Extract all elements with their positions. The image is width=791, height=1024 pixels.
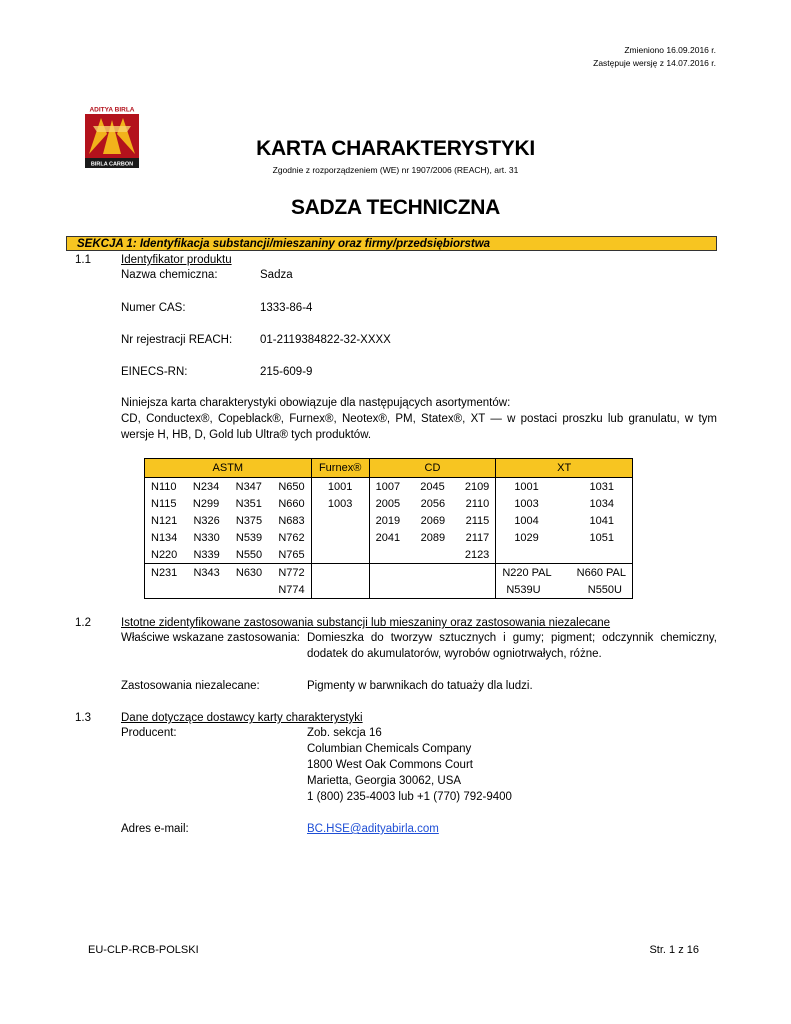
table-cell	[311, 581, 369, 599]
table-cell: 2123	[464, 548, 490, 561]
email-label: Adres e-mail:	[121, 823, 189, 835]
producer-line: 1800 West Oak Commons Court	[307, 759, 473, 771]
table-cell: 2115	[465, 514, 490, 527]
table-cell	[311, 512, 369, 529]
table-cell: 1001	[311, 478, 369, 496]
table-cell: N343	[193, 566, 220, 579]
table-cell: N650	[278, 480, 305, 493]
cas-value: 1333-86-4	[260, 302, 313, 314]
table-cell: 1051	[589, 531, 614, 544]
producer-line: Columbian Chemicals Company	[307, 743, 472, 755]
uses-advised-against-label: Zastosowania niezalecane:	[121, 680, 260, 692]
section-1-heading: SEKCJA 1: Identyfikacja substancji/mieszaniny oraz firmy/przedsiębiorstwa	[66, 236, 717, 251]
table-cell: N115	[151, 497, 177, 510]
table-row	[145, 564, 633, 582]
producer-line: Zob. sekcja 16	[307, 727, 382, 739]
table-cell: N347	[235, 480, 262, 493]
producer-line: Marietta, Georgia 30062, USA	[307, 775, 462, 787]
table-cell: N110	[151, 480, 177, 493]
table-cell: 1003	[311, 495, 369, 512]
table-cell: 2019	[375, 514, 401, 527]
table-cell: 2045	[420, 480, 445, 493]
table-cell: N220 PAL	[502, 566, 552, 579]
table-header-row	[145, 459, 633, 478]
email-link[interactable]: BC.HSE@adityabirla.com	[307, 823, 439, 835]
table-cell	[311, 546, 369, 564]
table-cell: 2089	[420, 531, 446, 544]
table-cell: 2056	[420, 497, 446, 510]
table-cell: 1034	[589, 497, 614, 510]
intended-uses-label: Właściwe wskazane zastosowania:	[121, 632, 300, 644]
header-astm: ASTM	[145, 459, 312, 478]
subsection-1-1-title: Identyfikator produktu	[121, 254, 232, 266]
uses-advised-against-value: Pigmenty w barwnikach do tatuaży dla ludzi.	[307, 680, 533, 692]
document-code: EU-CLP-RCB-POLSKI	[88, 944, 199, 956]
table-cell: N234	[192, 480, 220, 493]
table-cell: N660 PAL	[576, 566, 626, 579]
subsection-1-2-title: Istotne zidentyfikowane zastosowania substancji lub mieszaniny oraz zastosowania niezalecane	[121, 617, 611, 629]
table-cell: N121	[151, 514, 178, 527]
reach-label: Nr rejestracji REACH:	[121, 334, 233, 346]
subsection-1-2-number: 1.2	[75, 617, 91, 629]
table-cell: N539U	[506, 583, 541, 596]
replaces-version: Zastępuje wersję z 14.07.2016 r.	[593, 58, 716, 68]
chemical-name-value: Sadza	[260, 269, 293, 281]
table-cell: N774	[278, 583, 305, 596]
table-cell: N772	[278, 566, 305, 579]
intended-uses-value: Domieszka do tworzyw sztucznych i gumy; pigment; odczynnik chemiczny, dodatek do akumulatorów, wyrobów ogniotrwałych, różne.	[307, 632, 717, 660]
einecs-label: EINECS-RN:	[121, 366, 188, 378]
header-xt: XT	[496, 459, 633, 478]
header-cd: CD	[369, 459, 496, 478]
revision-date: Zmieniono 16.09.2016 r.	[624, 45, 716, 55]
regulation-subtitle: Zgodnie z rozporządzeniem (WE) nr 1907/2006 (REACH), art. 31	[272, 165, 519, 175]
page-number: Str. 1 z 16	[649, 944, 699, 956]
table-cell: N330	[193, 531, 220, 544]
table-cell: N134	[151, 531, 178, 544]
subsection-1-1-number: 1.1	[75, 254, 91, 266]
table-cell: N351	[235, 497, 262, 510]
table-cell: N339	[193, 548, 220, 561]
producer-label: Producent:	[121, 727, 177, 739]
logo-top-text: ADITYA BIRLA	[89, 106, 135, 114]
grades-intro-line1: Niniejsza karta charakterystyki obowiązuje dla następujących asortymentów:	[121, 397, 511, 409]
table-cell: 1001	[514, 480, 539, 493]
table-cell: N550U	[587, 583, 622, 596]
table-cell: N231	[151, 566, 178, 579]
table-cell: 2110	[465, 497, 490, 510]
table-cell: N539	[235, 531, 263, 544]
table-cell: N683	[278, 514, 305, 527]
product-name: SADZA TECHNICZNA	[290, 196, 501, 219]
table-cell: N299	[192, 497, 220, 510]
table-cell	[311, 564, 369, 582]
table-cell	[311, 529, 369, 546]
table-row	[145, 546, 633, 564]
table-cell: N550	[235, 548, 263, 561]
table-cell: N762	[278, 531, 305, 544]
header-furnex: Furnex®	[311, 459, 369, 478]
product-grades-table	[144, 458, 633, 599]
einecs-value: 215-609-9	[260, 366, 313, 378]
table-cell: 1003	[514, 497, 539, 510]
table-cell: 1041	[589, 514, 614, 527]
table-cell: 2069	[420, 514, 446, 527]
producer-phone: 1 (800) 235-4003 lub +1 (770) 792-9400	[307, 791, 512, 803]
table-cell: N326	[193, 514, 220, 527]
subsection-1-3-number: 1.3	[75, 712, 91, 724]
table-cell: 2117	[465, 531, 490, 544]
document-title: KARTA CHARAKTERYSTYKI	[256, 137, 535, 160]
table-row	[145, 478, 633, 496]
table-cell: N630	[235, 566, 263, 579]
subsection-1-3-title: Dane dotyczące dostawcy karty charakterystyki	[121, 712, 363, 724]
table-cell: N220	[151, 548, 178, 561]
table-cell: 1007	[375, 480, 401, 493]
grades-intro-line2: CD, Conductex®, Copeblack®, Furnex®, Neotex®, PM, Statex®, XT — w postaci proszku lub granulatu, w tym wersje H, HB, D, Gold lub Ultra® tych produktów.	[121, 413, 717, 441]
table-cell: N660	[278, 497, 305, 510]
logo-bottom-text: BIRLA CARBON	[90, 161, 134, 168]
table-cell: 2109	[464, 480, 490, 493]
table-cell: 1004	[514, 514, 539, 527]
table-row	[145, 512, 633, 529]
cas-label: Numer CAS:	[121, 302, 186, 314]
table-cell: 1031	[589, 480, 614, 493]
table-cell: 1029	[514, 531, 539, 544]
table-row	[145, 495, 633, 512]
table-row	[145, 529, 633, 546]
chemical-name-label: Nazwa chemiczna:	[121, 269, 218, 281]
table-cell: 2005	[375, 497, 401, 510]
reach-value: 01-2119384822-32-XXXX	[260, 334, 391, 346]
table-row	[145, 581, 633, 599]
table-cell: N375	[235, 514, 263, 527]
table-cell: 2041	[375, 531, 401, 544]
table-cell: N765	[278, 548, 305, 561]
